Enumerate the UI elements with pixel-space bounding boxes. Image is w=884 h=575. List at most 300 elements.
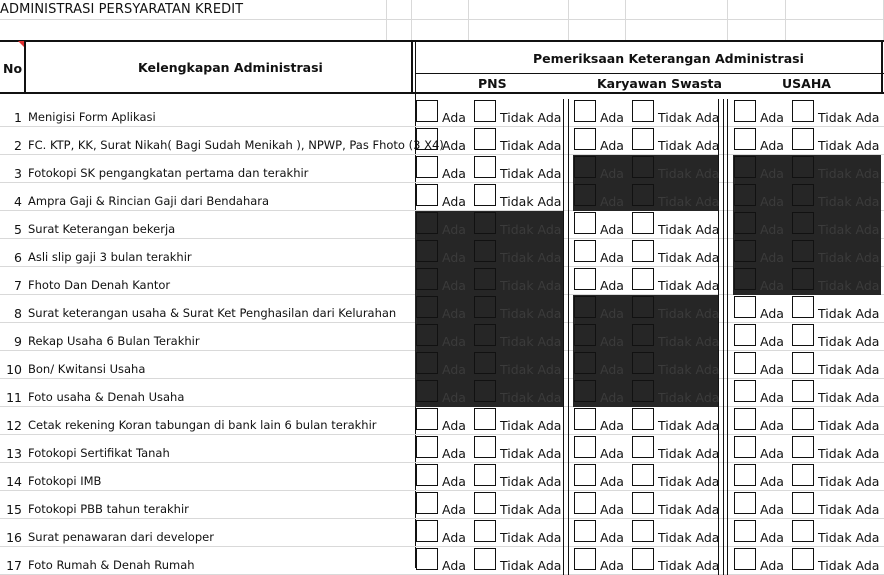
- table-row: [0, 211, 884, 239]
- label-ada: Ada: [442, 194, 466, 209]
- checkbox-tidak-ada[interactable]: [474, 212, 496, 234]
- row-number: 7: [14, 278, 22, 293]
- checkbox-ada[interactable]: [734, 492, 756, 514]
- row-description: Bon/ Kwitansi Usaha: [28, 362, 146, 376]
- label-tidak-ada: Tidak Ada: [818, 362, 880, 377]
- label-tidak-ada: Tidak Ada: [658, 110, 720, 125]
- label-tidak-ada: Tidak Ada: [818, 166, 880, 181]
- label-ada: Ada: [442, 474, 466, 489]
- label-tidak-ada: Tidak Ada: [818, 558, 880, 573]
- group-divider: [723, 435, 724, 463]
- checkbox-tidak-ada[interactable]: [632, 100, 654, 122]
- checkbox-tidak-ada[interactable]: [632, 520, 654, 542]
- group-divider: [727, 99, 728, 127]
- label-tidak-ada: Tidak Ada: [818, 306, 880, 321]
- group-divider: [568, 547, 569, 575]
- checkbox-tidak-ada[interactable]: [474, 380, 496, 402]
- group-divider: [568, 127, 569, 155]
- checkbox-tidak-ada[interactable]: [632, 268, 654, 290]
- label-ada: Ada: [442, 530, 466, 545]
- checkbox-tidak-ada[interactable]: [632, 492, 654, 514]
- row-description: Fotokopi Sertifikat Tanah: [28, 446, 170, 460]
- checkbox-ada[interactable]: [574, 408, 596, 430]
- row-description: Surat penawaran dari developer: [28, 530, 214, 544]
- checkbox-tidak-ada[interactable]: [474, 436, 496, 458]
- label-ada: Ada: [442, 390, 466, 405]
- checkbox-tidak-ada[interactable]: [792, 268, 814, 290]
- row-number: 16: [6, 530, 22, 545]
- checkbox-ada[interactable]: [574, 156, 596, 178]
- label-ada: Ada: [600, 474, 624, 489]
- checkbox-ada[interactable]: [734, 240, 756, 262]
- label-ada: Ada: [760, 222, 784, 237]
- row-number: 13: [6, 446, 22, 461]
- checkbox-tidak-ada[interactable]: [792, 380, 814, 402]
- checkbox-tidak-ada[interactable]: [474, 128, 496, 150]
- group-divider: [727, 211, 728, 239]
- gridline: [386, 0, 387, 40]
- header-group-pns: PNS: [478, 76, 507, 91]
- checkbox-tidak-ada[interactable]: [632, 184, 654, 206]
- checkbox-tidak-ada[interactable]: [474, 240, 496, 262]
- label-tidak-ada: Tidak Ada: [658, 502, 720, 517]
- row-description: Menigisi Form Aplikasi: [28, 110, 156, 124]
- checkbox-ada[interactable]: [416, 268, 438, 290]
- group-divider: [723, 491, 724, 519]
- label-tidak-ada: Tidak Ada: [818, 390, 880, 405]
- checkbox-ada[interactable]: [416, 184, 438, 206]
- label-ada: Ada: [760, 250, 784, 265]
- checkbox-tidak-ada[interactable]: [632, 464, 654, 486]
- checkbox-tidak-ada[interactable]: [632, 380, 654, 402]
- label-tidak-ada: Tidak Ada: [500, 362, 562, 377]
- group-divider: [727, 379, 728, 407]
- group-divider: [563, 155, 564, 183]
- row-description: Fotokopi IMB: [28, 474, 102, 488]
- checkbox-tidak-ada[interactable]: [792, 408, 814, 430]
- row-number: 6: [14, 250, 22, 265]
- group-divider: [723, 239, 724, 267]
- checkbox-tidak-ada[interactable]: [632, 408, 654, 430]
- label-tidak-ada: Tidak Ada: [500, 222, 562, 237]
- group-divider: [727, 463, 728, 491]
- label-tidak-ada: Tidak Ada: [500, 446, 562, 461]
- checkbox-tidak-ada[interactable]: [792, 128, 814, 150]
- row-description: Fhoto Dan Denah Kantor: [28, 278, 171, 292]
- checkbox-tidak-ada[interactable]: [474, 548, 496, 570]
- group-divider: [563, 183, 564, 211]
- checkbox-ada[interactable]: [574, 184, 596, 206]
- label-tidak-ada: Tidak Ada: [658, 418, 720, 433]
- label-tidak-ada: Tidak Ada: [500, 418, 562, 433]
- label-ada: Ada: [760, 558, 784, 573]
- header-top-border: [0, 40, 884, 42]
- row-number: 11: [6, 390, 22, 405]
- checkbox-tidak-ada[interactable]: [474, 324, 496, 346]
- checkbox-ada[interactable]: [416, 520, 438, 542]
- label-tidak-ada: Tidak Ada: [818, 110, 880, 125]
- label-ada: Ada: [442, 278, 466, 293]
- label-tidak-ada: Tidak Ada: [818, 502, 880, 517]
- group-divider: [563, 239, 564, 267]
- label-tidak-ada: Tidak Ada: [658, 558, 720, 573]
- group-divider: [727, 491, 728, 519]
- table-row: [0, 239, 884, 267]
- group-divider: [563, 211, 564, 239]
- group-divider: [727, 435, 728, 463]
- label-tidak-ada: Tidak Ada: [658, 362, 720, 377]
- checkbox-tidak-ada[interactable]: [792, 492, 814, 514]
- checkbox-ada[interactable]: [416, 296, 438, 318]
- table-row: [0, 547, 884, 575]
- row-description: FC. KTP, KK, Surat Nikah( Bagi Sudah Menikah ), NPWP, Pas Fhoto (3 X4): [28, 138, 444, 152]
- checkbox-tidak-ada[interactable]: [632, 156, 654, 178]
- checkbox-ada[interactable]: [734, 520, 756, 542]
- checkbox-tidak-ada[interactable]: [474, 492, 496, 514]
- checkbox-ada[interactable]: [574, 296, 596, 318]
- checkbox-ada[interactable]: [734, 548, 756, 570]
- label-tidak-ada: Tidak Ada: [818, 250, 880, 265]
- group-divider: [727, 155, 728, 183]
- group-divider: [568, 267, 569, 295]
- row-description: Foto usaha & Denah Usaha: [28, 390, 185, 404]
- label-tidak-ada: Tidak Ada: [818, 222, 880, 237]
- group-divider: [723, 323, 724, 351]
- group-divider: [723, 267, 724, 295]
- row-number: 2: [14, 138, 22, 153]
- label-ada: Ada: [760, 194, 784, 209]
- gridline: [468, 0, 469, 40]
- group-divider: [563, 407, 564, 435]
- table-row: [0, 407, 884, 435]
- row-description: Cetak rekening Koran tabungan di bank lain 6 bulan terakhir: [28, 418, 377, 432]
- table-row: [0, 295, 884, 323]
- group-divider: [568, 99, 569, 127]
- checkbox-ada[interactable]: [574, 520, 596, 542]
- group-divider: [723, 379, 724, 407]
- checkbox-ada[interactable]: [416, 408, 438, 430]
- checkbox-ada[interactable]: [574, 128, 596, 150]
- checkbox-ada[interactable]: [574, 548, 596, 570]
- row-description: Rekap Usaha 6 Bulan Terakhir: [28, 334, 200, 348]
- group-divider: [723, 211, 724, 239]
- label-tidak-ada: Tidak Ada: [818, 194, 880, 209]
- checkbox-ada[interactable]: [734, 352, 756, 374]
- group-divider: [563, 99, 564, 127]
- header-bottom-border: [0, 92, 884, 94]
- group-divider: [563, 379, 564, 407]
- row-description: Surat keterangan usaha & Surat Ket Penghasilan dari Kelurahan: [28, 306, 397, 320]
- checkbox-tidak-ada[interactable]: [792, 464, 814, 486]
- checkbox-tidak-ada[interactable]: [474, 296, 496, 318]
- label-ada: Ada: [600, 110, 624, 125]
- group-divider: [723, 295, 724, 323]
- checkbox-tidak-ada[interactable]: [632, 296, 654, 318]
- checkbox-ada[interactable]: [574, 464, 596, 486]
- checkbox-ada[interactable]: [734, 324, 756, 346]
- label-tidak-ada: Tidak Ada: [818, 530, 880, 545]
- comment-indicator: [18, 41, 24, 47]
- label-ada: Ada: [600, 418, 624, 433]
- checkbox-ada[interactable]: [416, 464, 438, 486]
- label-ada: Ada: [760, 166, 784, 181]
- checkbox-ada[interactable]: [416, 128, 438, 150]
- checkbox-tidak-ada[interactable]: [792, 212, 814, 234]
- group-divider: [727, 351, 728, 379]
- row-description: Fotokopi PBB tahun terakhir: [28, 502, 189, 516]
- header-group-karyawan-swasta: Karyawan Swasta: [597, 76, 722, 91]
- checkbox-tidak-ada[interactable]: [792, 156, 814, 178]
- checkbox-ada[interactable]: [416, 212, 438, 234]
- checkbox-tidak-ada[interactable]: [474, 184, 496, 206]
- label-tidak-ada: Tidak Ada: [658, 390, 720, 405]
- label-ada: Ada: [442, 306, 466, 321]
- group-divider: [563, 351, 564, 379]
- label-tidak-ada: Tidak Ada: [500, 278, 562, 293]
- group-divider: [568, 407, 569, 435]
- label-ada: Ada: [442, 222, 466, 237]
- gridline: [411, 0, 412, 40]
- label-tidak-ada: Tidak Ada: [818, 446, 880, 461]
- group-divider: [568, 295, 569, 323]
- group-divider: [727, 239, 728, 267]
- checkbox-ada[interactable]: [734, 464, 756, 486]
- checkbox-ada[interactable]: [734, 296, 756, 318]
- checkbox-tidak-ada[interactable]: [632, 436, 654, 458]
- label-tidak-ada: Tidak Ada: [500, 138, 562, 153]
- group-divider: [723, 127, 724, 155]
- label-ada: Ada: [760, 278, 784, 293]
- label-ada: Ada: [600, 166, 624, 181]
- label-tidak-ada: Tidak Ada: [500, 166, 562, 181]
- group-divider: [568, 519, 569, 547]
- group-divider: [723, 519, 724, 547]
- group-divider: [563, 491, 564, 519]
- label-tidak-ada: Tidak Ada: [500, 194, 562, 209]
- checkbox-tidak-ada[interactable]: [792, 324, 814, 346]
- label-tidak-ada: Tidak Ada: [658, 194, 720, 209]
- checkbox-ada[interactable]: [574, 380, 596, 402]
- label-ada: Ada: [600, 306, 624, 321]
- checkbox-ada[interactable]: [416, 380, 438, 402]
- label-ada: Ada: [600, 278, 624, 293]
- group-divider: [563, 323, 564, 351]
- checkbox-ada[interactable]: [734, 100, 756, 122]
- checkbox-ada[interactable]: [416, 240, 438, 262]
- group-divider: [727, 407, 728, 435]
- label-ada: Ada: [760, 334, 784, 349]
- label-ada: Ada: [600, 250, 624, 265]
- checkbox-tidak-ada[interactable]: [632, 548, 654, 570]
- checkbox-ada[interactable]: [416, 324, 438, 346]
- gridline: [568, 0, 569, 40]
- checkbox-tidak-ada[interactable]: [792, 240, 814, 262]
- checkbox-tidak-ada[interactable]: [474, 100, 496, 122]
- checkbox-ada[interactable]: [734, 184, 756, 206]
- header-divider: [881, 40, 883, 94]
- label-ada: Ada: [442, 446, 466, 461]
- label-ada: Ada: [760, 138, 784, 153]
- checkbox-ada[interactable]: [734, 268, 756, 290]
- label-tidak-ada: Tidak Ada: [500, 110, 562, 125]
- label-tidak-ada: Tidak Ada: [658, 166, 720, 181]
- label-ada: Ada: [760, 446, 784, 461]
- table-row: [0, 379, 884, 407]
- checkbox-tidak-ada[interactable]: [792, 184, 814, 206]
- row-description: Fotokopi SK pengangkatan pertama dan terakhir: [28, 166, 309, 180]
- label-tidak-ada: Tidak Ada: [500, 334, 562, 349]
- group-divider: [568, 323, 569, 351]
- row-description: Asli slip gaji 3 bulan terakhir: [28, 250, 192, 264]
- label-ada: Ada: [760, 502, 784, 517]
- label-ada: Ada: [442, 110, 466, 125]
- checkbox-ada[interactable]: [574, 100, 596, 122]
- label-ada: Ada: [600, 558, 624, 573]
- checkbox-tidak-ada[interactable]: [792, 296, 814, 318]
- group-divider: [727, 127, 728, 155]
- checkbox-ada[interactable]: [574, 268, 596, 290]
- checkbox-tidak-ada[interactable]: [792, 520, 814, 542]
- checkbox-tidak-ada[interactable]: [474, 408, 496, 430]
- checkbox-ada[interactable]: [734, 436, 756, 458]
- label-tidak-ada: Tidak Ada: [500, 250, 562, 265]
- checkbox-ada[interactable]: [574, 352, 596, 374]
- checkbox-tidak-ada[interactable]: [474, 156, 496, 178]
- label-ada: Ada: [442, 502, 466, 517]
- checkbox-ada[interactable]: [734, 156, 756, 178]
- group-divider: [563, 267, 564, 295]
- checkbox-tidak-ada[interactable]: [474, 520, 496, 542]
- label-ada: Ada: [600, 334, 624, 349]
- checkbox-tidak-ada[interactable]: [632, 240, 654, 262]
- header-no: No: [3, 61, 23, 76]
- checkbox-ada[interactable]: [734, 408, 756, 430]
- checkbox-ada[interactable]: [416, 156, 438, 178]
- label-ada: Ada: [442, 362, 466, 377]
- group-divider: [563, 435, 564, 463]
- label-tidak-ada: Tidak Ada: [500, 474, 562, 489]
- row-number: 17: [6, 558, 22, 573]
- row-number: 5: [14, 222, 22, 237]
- row-number: 12: [6, 418, 22, 433]
- table-row: [0, 463, 884, 491]
- label-ada: Ada: [600, 446, 624, 461]
- header-kelengkapan: Kelengkapan Administrasi: [138, 60, 323, 75]
- label-ada: Ada: [760, 362, 784, 377]
- checkbox-tidak-ada[interactable]: [792, 352, 814, 374]
- checkbox-ada[interactable]: [574, 324, 596, 346]
- label-ada: Ada: [760, 390, 784, 405]
- group-divider: [563, 519, 564, 547]
- checkbox-tidak-ada[interactable]: [474, 464, 496, 486]
- label-tidak-ada: Tidak Ada: [658, 306, 720, 321]
- checkbox-ada[interactable]: [734, 212, 756, 234]
- checkbox-tidak-ada[interactable]: [792, 436, 814, 458]
- checkbox-tidak-ada[interactable]: [474, 268, 496, 290]
- group-divider: [563, 295, 564, 323]
- group-divider: [723, 407, 724, 435]
- label-ada: Ada: [442, 558, 466, 573]
- label-ada: Ada: [442, 166, 466, 181]
- label-tidak-ada: Tidak Ada: [500, 390, 562, 405]
- label-ada: Ada: [760, 110, 784, 125]
- label-tidak-ada: Tidak Ada: [658, 278, 720, 293]
- label-tidak-ada: Tidak Ada: [658, 474, 720, 489]
- label-ada: Ada: [600, 390, 624, 405]
- gridline: [727, 0, 728, 40]
- label-ada: Ada: [600, 138, 624, 153]
- label-ada: Ada: [760, 418, 784, 433]
- label-tidak-ada: Tidak Ada: [658, 446, 720, 461]
- label-tidak-ada: Tidak Ada: [500, 530, 562, 545]
- table-row: [0, 183, 884, 211]
- row-number: 1: [14, 110, 22, 125]
- checkbox-ada[interactable]: [574, 436, 596, 458]
- label-tidak-ada: Tidak Ada: [658, 138, 720, 153]
- group-divider: [727, 323, 728, 351]
- checkbox-tidak-ada[interactable]: [792, 548, 814, 570]
- checkbox-tidak-ada[interactable]: [632, 352, 654, 374]
- checkbox-ada[interactable]: [416, 492, 438, 514]
- checkbox-ada[interactable]: [574, 492, 596, 514]
- checkbox-ada[interactable]: [416, 352, 438, 374]
- gridline: [0, 19, 884, 20]
- checkbox-ada[interactable]: [574, 240, 596, 262]
- row-number: 9: [14, 334, 22, 349]
- checkbox-tidak-ada[interactable]: [632, 324, 654, 346]
- row-description: Ampra Gaji & Rincian Gaji dari Bendahara: [28, 194, 270, 208]
- checkbox-tidak-ada[interactable]: [474, 352, 496, 374]
- checkbox-ada[interactable]: [416, 100, 438, 122]
- row-number: 15: [6, 502, 22, 517]
- group-divider: [723, 351, 724, 379]
- table-row: [0, 351, 884, 379]
- table-row: [0, 491, 884, 519]
- checkbox-ada[interactable]: [416, 436, 438, 458]
- table-row: [0, 99, 884, 127]
- group-divider: [727, 547, 728, 575]
- group-divider: [568, 435, 569, 463]
- checkbox-tidak-ada[interactable]: [792, 100, 814, 122]
- checkbox-ada[interactable]: [734, 380, 756, 402]
- row-number: 10: [6, 362, 22, 377]
- group-divider: [568, 463, 569, 491]
- group-divider: [568, 183, 569, 211]
- group-divider: [563, 463, 564, 491]
- checkbox-ada[interactable]: [734, 128, 756, 150]
- row-description: Surat Keterangan bekerja: [28, 222, 176, 236]
- sheet-title: ADMINISTRASI PERSYARATAN KREDIT: [0, 2, 244, 17]
- label-tidak-ada: Tidak Ada: [658, 334, 720, 349]
- label-ada: Ada: [600, 222, 624, 237]
- group-divider: [727, 519, 728, 547]
- checkbox-ada[interactable]: [416, 548, 438, 570]
- checkbox-tidak-ada[interactable]: [632, 212, 654, 234]
- label-ada: Ada: [442, 418, 466, 433]
- gridline: [625, 0, 626, 40]
- checkbox-ada[interactable]: [574, 212, 596, 234]
- checkbox-tidak-ada[interactable]: [632, 128, 654, 150]
- label-ada: Ada: [760, 530, 784, 545]
- label-ada: Ada: [760, 474, 784, 489]
- table-row: [0, 127, 884, 155]
- table-row: [0, 435, 884, 463]
- label-ada: Ada: [600, 502, 624, 517]
- label-tidak-ada: Tidak Ada: [658, 530, 720, 545]
- table-row: [0, 267, 884, 295]
- table-row: [0, 519, 884, 547]
- label-tidak-ada: Tidak Ada: [500, 558, 562, 573]
